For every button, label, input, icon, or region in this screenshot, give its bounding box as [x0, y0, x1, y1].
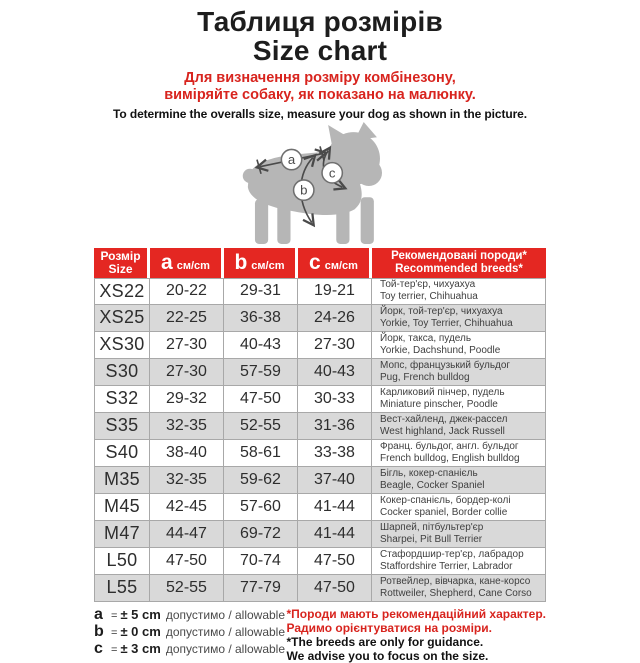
breed-ua: Вест-хайленд, джек-рассел	[380, 413, 508, 425]
svg-text:b: b	[300, 182, 308, 198]
breed-ua: Карликовий пінчер, пудель	[380, 386, 505, 398]
cell-a: 20-22	[150, 278, 224, 305]
cell-size: L50	[94, 548, 150, 575]
cell-size: S35	[94, 413, 150, 440]
cell-size: XS25	[94, 305, 150, 332]
tolerance-b-note: допустимо / allowable	[165, 624, 286, 639]
page-title-en: Size chart	[252, 35, 388, 67]
breed-ua: Франц. бульдог, англ. бульдог	[380, 440, 519, 452]
tolerance-a-note: допустимо / allowable	[165, 607, 286, 622]
breed-en: French bulldog, English bulldog	[380, 452, 520, 464]
cell-a: 42-45	[150, 494, 224, 521]
header-size-ua: Розмір	[100, 249, 141, 263]
instructions	[0, 70, 640, 121]
breed-en: Rottweiler, Shepherd, Cane Corso	[380, 587, 532, 599]
cell-breeds	[372, 548, 546, 575]
cell-b: 58-61	[224, 440, 298, 467]
cell-b: 36-38	[224, 305, 298, 332]
page-title	[0, 7, 640, 65]
cell-c: 41-44	[298, 494, 372, 521]
breed-ua: Йорк, такса, пудель	[380, 332, 472, 344]
header-size-en: Size	[108, 261, 133, 276]
breed-ua: Мопс, французький бульдог	[380, 359, 511, 371]
cell-a: 38-40	[150, 440, 224, 467]
cell-c: 37-40	[298, 467, 372, 494]
cell-b: 40-43	[224, 332, 298, 359]
cell-a: 47-50	[150, 548, 224, 575]
header-c-unit: см/cm	[324, 259, 358, 272]
header-a-unit: см/cm	[176, 259, 210, 272]
svg-text:a: a	[287, 151, 296, 167]
cell-a: 27-30	[150, 359, 224, 386]
cell-c: 30-33	[298, 386, 372, 413]
breed-en: Yorkie, Toy Terrier, Chihuahua	[380, 317, 513, 329]
measure-label-b	[294, 180, 314, 200]
tolerance-b-value: ± 0 cm	[120, 623, 161, 639]
cell-breeds	[372, 413, 546, 440]
dog-silhouette	[243, 122, 382, 244]
tolerance-c-eq: =	[111, 643, 118, 656]
cell-size: M45	[94, 494, 150, 521]
breed-ua: Бігль, кокер-спанієль	[380, 467, 478, 479]
cell-b: 29-31	[224, 278, 298, 305]
tolerance-list	[94, 607, 285, 663]
tolerance-a-value: ± 5 cm	[120, 606, 161, 622]
cell-a: 32-35	[150, 413, 224, 440]
instruction-en: To determine the overalls size, measure your dog as shown in the picture.	[113, 107, 527, 122]
size-table	[94, 248, 546, 602]
breed-en: Sharpei, Pit Bull Terrier	[380, 533, 483, 545]
header-b-unit: см/cm	[251, 259, 285, 272]
header-cell-breeds	[372, 248, 546, 278]
measure-label-c	[322, 162, 342, 182]
breed-ua: Стафордшир-тер'єр, лабрадор	[380, 548, 524, 560]
cell-breeds	[372, 332, 546, 359]
tolerance-b-eq: =	[111, 626, 118, 639]
header-c-letter: c	[309, 250, 321, 274]
cell-breeds	[372, 575, 546, 602]
header-cell-a	[150, 248, 224, 278]
breed-en: Yorkie, Dachshund, Poodle	[380, 344, 501, 356]
cell-size: M47	[94, 521, 150, 548]
dog-silhouette-svg	[217, 122, 423, 246]
cell-b: 70-74	[224, 548, 298, 575]
tolerance-item-b	[94, 624, 285, 640]
cell-breeds	[372, 278, 546, 305]
cell-size: M35	[94, 467, 150, 494]
tolerance-c-letter: c	[94, 639, 103, 657]
header-cell-size	[94, 248, 150, 278]
cell-c: 24-26	[298, 305, 372, 332]
page-title-ua: Таблиця розмірів	[197, 6, 443, 37]
cell-breeds	[372, 440, 546, 467]
cell-c: 27-30	[298, 332, 372, 359]
breed-ua: Йорк, той-тер'єр, чихуахуа	[380, 305, 503, 317]
cell-a: 22-25	[150, 305, 224, 332]
cell-c: 31-36	[298, 413, 372, 440]
cell-breeds	[372, 386, 546, 413]
cell-size: L55	[94, 575, 150, 602]
breed-en: West highland, Jack Russell	[380, 425, 505, 437]
tolerance-c-value: ± 3 cm	[120, 640, 161, 656]
cell-c: 47-50	[298, 575, 372, 602]
cell-b: 69-72	[224, 521, 298, 548]
cell-breeds	[372, 521, 546, 548]
tolerance-c-note: допустимо / allowable	[165, 641, 286, 656]
cell-size: S30	[94, 359, 150, 386]
header-b-letter: b	[234, 250, 248, 274]
cell-b: 57-59	[224, 359, 298, 386]
footer	[94, 607, 546, 663]
tolerance-a-eq: =	[111, 609, 118, 622]
cell-size: XS22	[94, 278, 150, 305]
instruction-ua-line1: Для визначення розміру комбінезону,	[184, 70, 456, 87]
header-breeds-en: Recommended breeds*	[395, 262, 523, 275]
cell-b: 59-62	[224, 467, 298, 494]
cell-a: 29-32	[150, 386, 224, 413]
note-en-line1: *The breeds are only for guidance.	[286, 634, 484, 649]
note-ua-line1: *Породи мають рекомендаційний характер.	[286, 606, 546, 621]
cell-size: S40	[94, 440, 150, 467]
cell-c: 33-38	[298, 440, 372, 467]
svg-text:c: c	[328, 164, 336, 180]
breed-en: Beagle, Cocker Spaniel	[380, 479, 485, 491]
header-a-letter: a	[161, 250, 173, 274]
breed-en: Toy terrier, Chihuahua	[380, 291, 478, 303]
note-en-line2: We advise you to focus on the size.	[286, 649, 489, 663]
instruction-ua-line2: виміряйте собаку, як показано на малюнку.	[164, 87, 476, 104]
breed-ua: Той-тер'єр, чихуахуа	[380, 279, 476, 291]
tolerance-a-letter: a	[94, 605, 103, 623]
tolerance-item-a	[94, 607, 285, 623]
breed-ua: Кокер-спанієль, бордер-колі	[380, 494, 511, 506]
cell-b: 57-60	[224, 494, 298, 521]
cell-size: XS30	[94, 332, 150, 359]
cell-b: 52-55	[224, 413, 298, 440]
header-cell-c	[298, 248, 372, 278]
note-ua-line2: Радимо орієнтуватися на розміри.	[286, 620, 492, 635]
breed-notes	[287, 607, 547, 663]
cell-c: 47-50	[298, 548, 372, 575]
cell-c: 40-43	[298, 359, 372, 386]
cell-breeds	[372, 467, 546, 494]
dog-measurement-diagram	[217, 122, 423, 246]
cell-b: 77-79	[224, 575, 298, 602]
cell-b: 47-50	[224, 386, 298, 413]
tolerance-item-c	[94, 641, 285, 657]
cell-a: 32-35	[150, 467, 224, 494]
breed-en: Cocker spaniel, Border collie	[380, 506, 508, 518]
cell-c: 19-21	[298, 278, 372, 305]
header-breeds-ua: Рекомендовані породи*	[391, 249, 527, 262]
cell-a: 52-55	[150, 575, 224, 602]
cell-breeds	[372, 359, 546, 386]
measure-label-a	[281, 149, 301, 169]
breed-ua: Ротвейлер, вівчарка, кане-корсо	[380, 575, 531, 587]
tolerance-b-letter: b	[94, 622, 104, 640]
cell-breeds	[372, 305, 546, 332]
header-cell-b	[224, 248, 298, 278]
breed-en: Miniature pinscher, Poodle	[380, 398, 498, 410]
breed-en: Pug, French bulldog	[380, 371, 470, 383]
cell-breeds	[372, 494, 546, 521]
cell-a: 27-30	[150, 332, 224, 359]
cell-c: 41-44	[298, 521, 372, 548]
breed-ua: Шарпей, пітбультер'єр	[380, 521, 484, 533]
breed-en: Staffordshire Terrier, Labrador	[380, 560, 513, 572]
cell-size: S32	[94, 386, 150, 413]
cell-a: 44-47	[150, 521, 224, 548]
